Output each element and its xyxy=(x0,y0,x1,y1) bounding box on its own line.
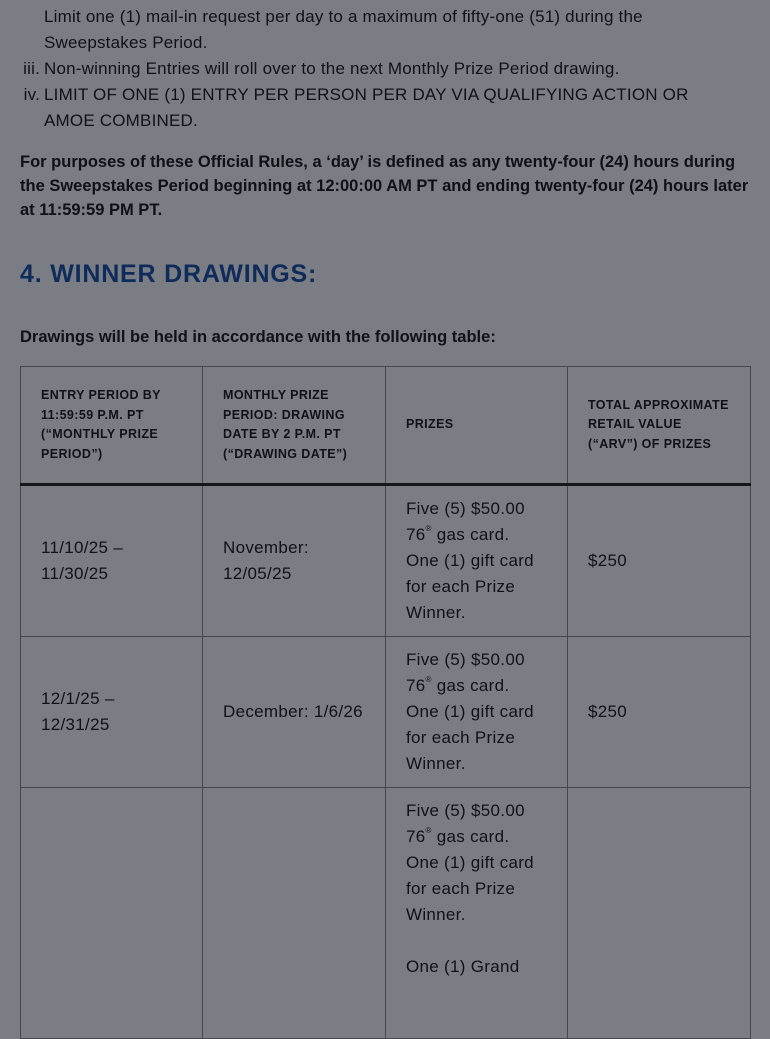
list-item-text: LIMIT OF ONE (1) ENTRY PER PERSON PER DAY VIA QUALIFYING ACTION OR AMOE COMBINED. xyxy=(44,85,689,130)
line-spacer xyxy=(406,928,547,954)
rules-list xyxy=(0,4,770,134)
registered-mark: ® xyxy=(425,675,432,684)
table-intro-text: Drawings will be held in accordance with the following table: xyxy=(20,328,496,346)
prize-text: Five (5) $50.00 76 xyxy=(406,801,525,846)
entry-period-cell: 11/10/25 – 11/30/25 xyxy=(21,485,203,637)
prize-text-cont: gas card. One (1) gift card for each Prize Winner. xyxy=(406,676,534,773)
prize-text-cont: gas card. One (1) gift card for each Prize Winner. xyxy=(406,827,534,924)
arv-cell: $250 xyxy=(568,485,751,637)
arv-cell: $250 xyxy=(568,637,751,788)
arv-cell xyxy=(568,788,751,1039)
list-item-text: Non-winning Entries will roll over to the next Monthly Prize Period drawing. xyxy=(44,59,620,78)
list-item xyxy=(0,82,770,134)
list-numeral: iv. xyxy=(23,85,40,104)
column-header-arv: TOTAL APPROXIMATE RETAIL VALUE (“ARV”) OF PRIZES xyxy=(568,367,751,485)
column-header-prizes: PRIZES xyxy=(386,367,568,485)
list-item-text: Limit one (1) mail-in request per day to a maximum of fifty-one (51) during the Sweepstakes Period. xyxy=(44,7,643,52)
prize-text-cont: gas card. One (1) gift card for each Prize Winner. xyxy=(406,525,534,622)
column-header-drawing-date: MONTHLY PRIZE PERIOD: DRAWING DATE BY 2 P.M. PT (“DRAWING DATE”) xyxy=(203,367,386,485)
prize-grand-text: One (1) Grand xyxy=(406,957,520,976)
table-row xyxy=(21,788,751,1039)
table-row xyxy=(21,637,751,788)
entry-period-cell: 12/1/25 – 12/31/25 xyxy=(21,637,203,788)
day-definition-paragraph: For purposes of these Official Rules, a ‘day’ is defined as any twenty-four (24) hours during the Sweepstakes Period beginning at 12:00:00 AM PT and ending twenty-four (24) hours later at 11:59:59 PM PT. xyxy=(20,153,749,219)
prizes-cell xyxy=(386,788,568,1039)
section-heading: 4. WINNER DRAWINGS: xyxy=(20,260,318,288)
list-item xyxy=(0,56,770,82)
registered-mark: ® xyxy=(425,524,432,533)
drawing-date-cell xyxy=(203,788,386,1039)
list-item xyxy=(0,4,770,56)
prize-text: Five (5) $50.00 76 xyxy=(406,499,525,544)
table-header-row xyxy=(21,367,751,485)
table-row xyxy=(21,485,751,637)
prize-text: Five (5) $50.00 76 xyxy=(406,650,525,695)
prizes-cell xyxy=(386,637,568,788)
list-numeral: iii. xyxy=(23,59,40,78)
column-header-entry-period: ENTRY PERIOD BY 11:59:59 P.M. PT (“MONTHLY PRIZE PERIOD”) xyxy=(21,367,203,485)
entry-period-cell xyxy=(21,788,203,1039)
drawing-date-cell: December: 1/6/26 xyxy=(203,637,386,788)
registered-mark: ® xyxy=(425,826,432,835)
drawings-table xyxy=(20,366,751,1039)
drawing-date-cell: November: 12/05/25 xyxy=(203,485,386,637)
prizes-cell xyxy=(386,485,568,637)
